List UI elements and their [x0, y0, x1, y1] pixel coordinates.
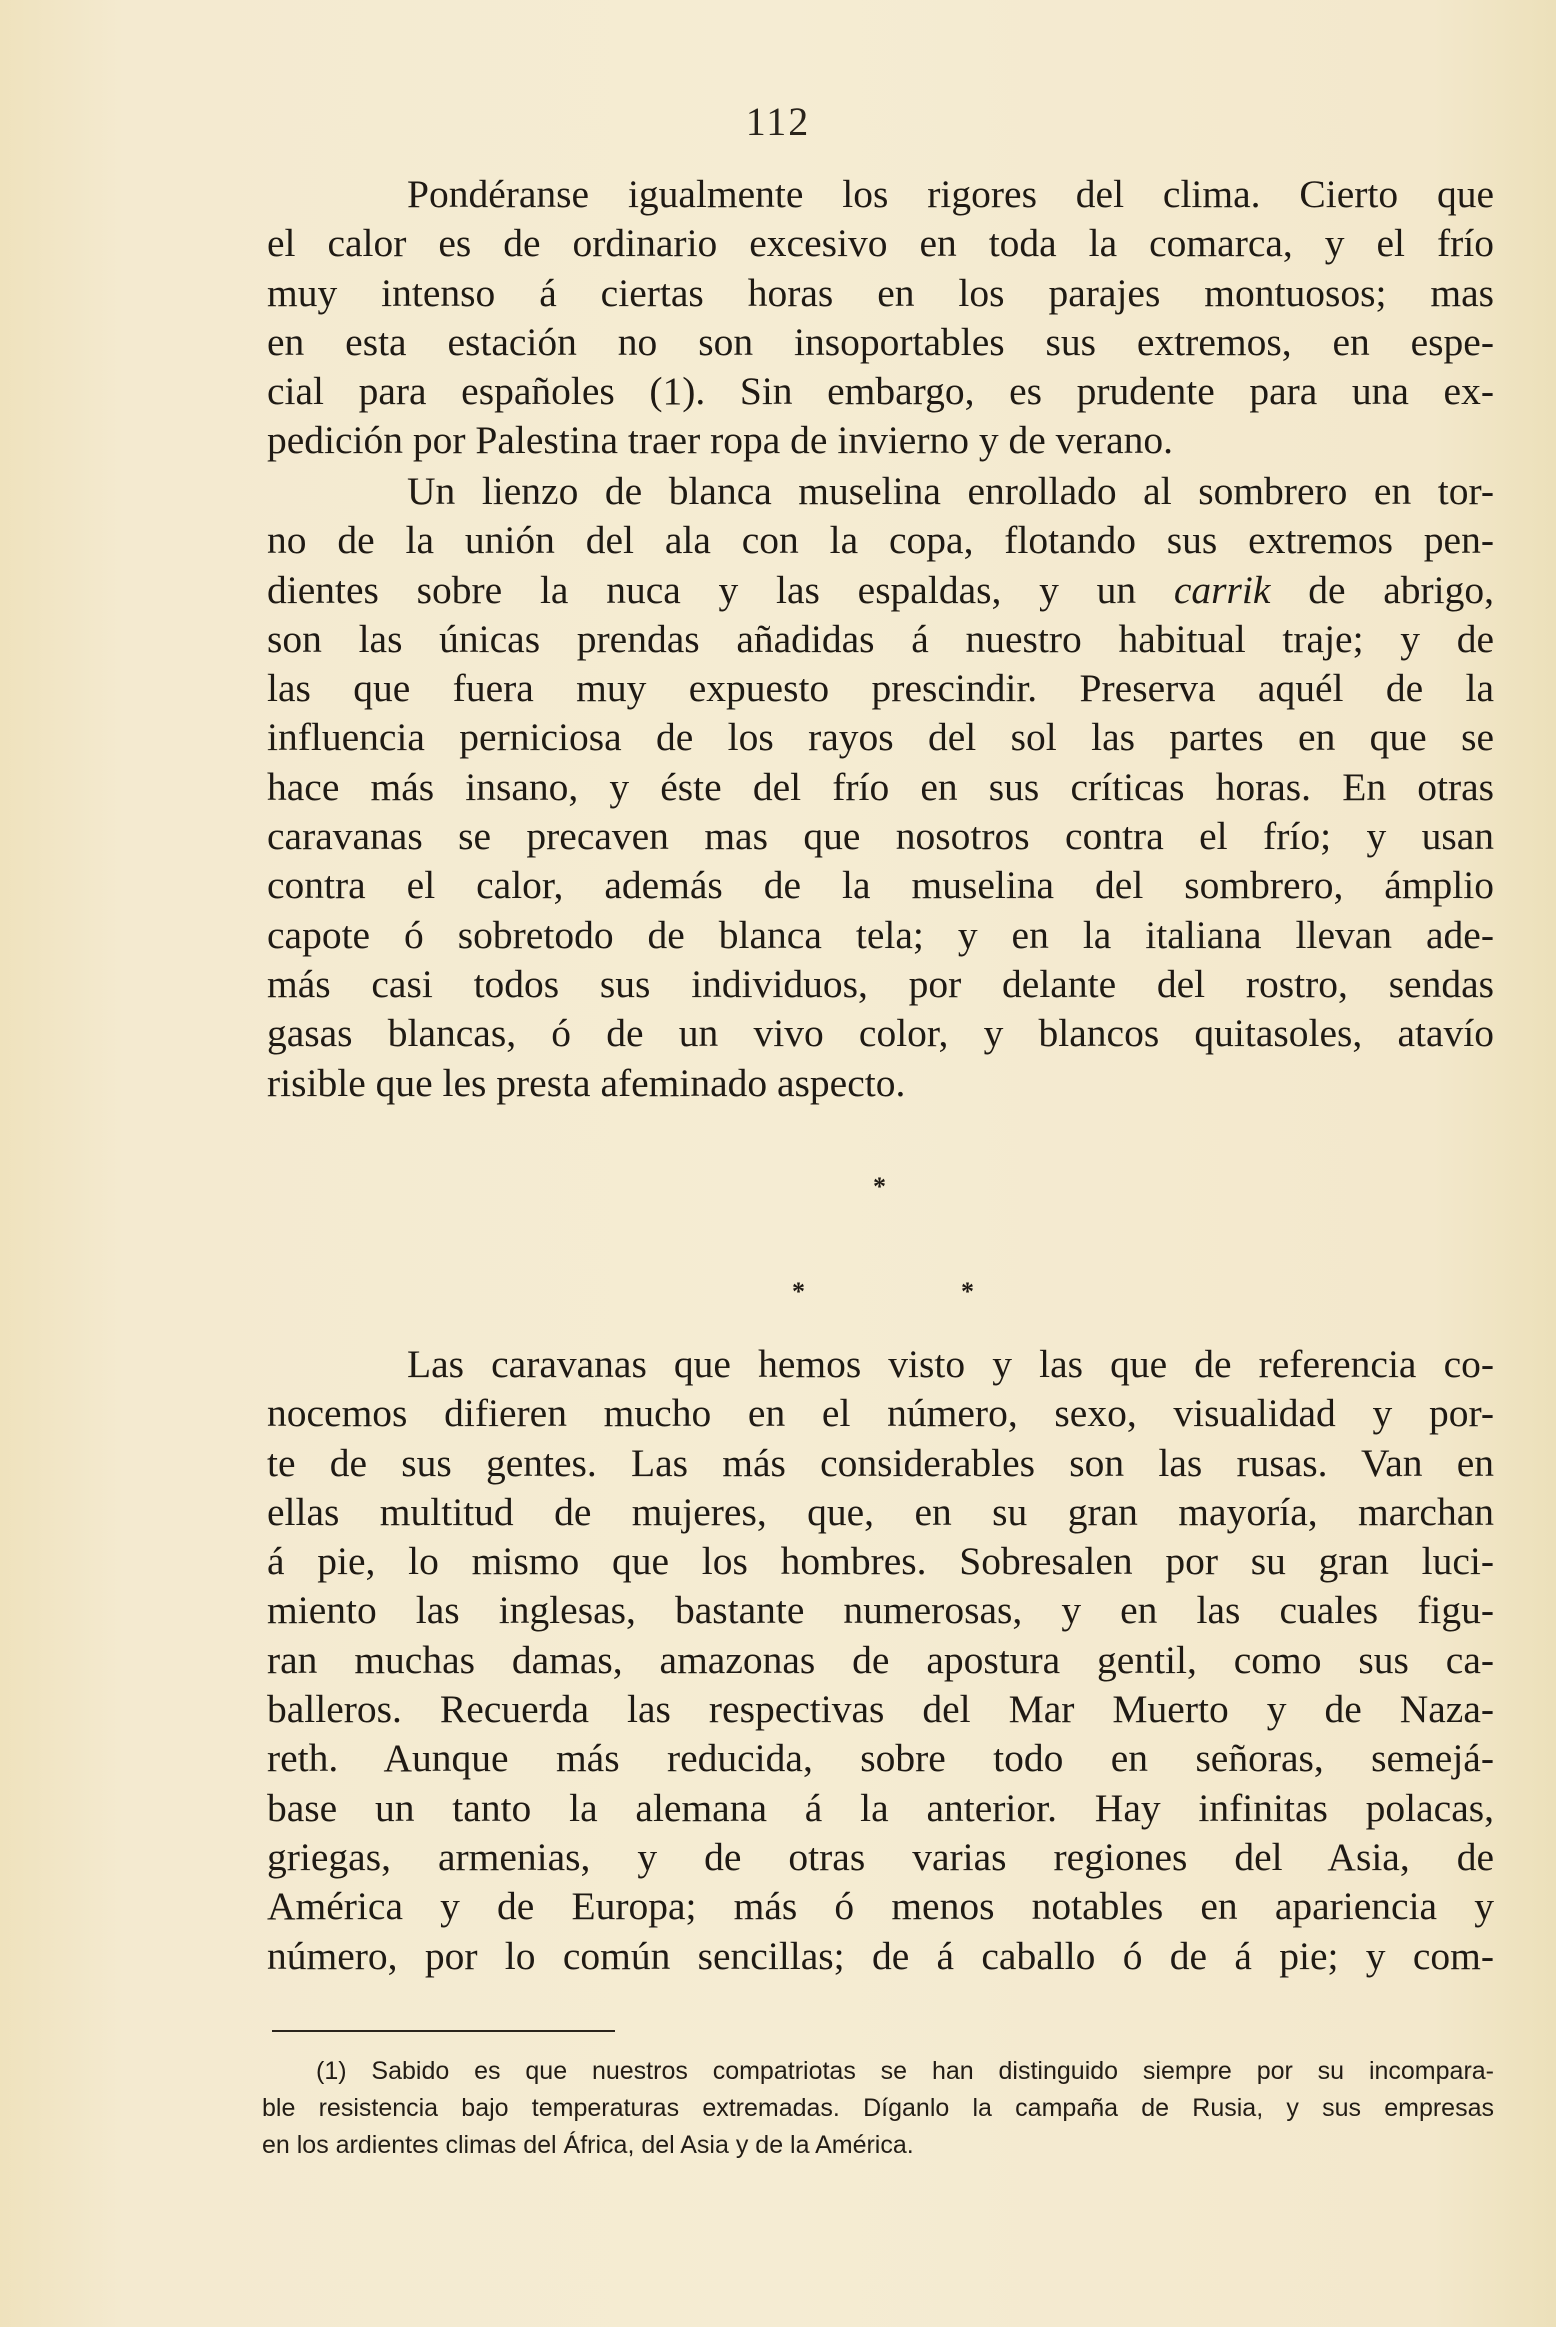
footnote-divider [272, 2030, 615, 2032]
footnote-line: en los ardientes climas del África, del Asia y de la América. [262, 2131, 914, 2159]
text-line: no de la unión del ala con la copa, flotando sus extremos pen- [267, 518, 1494, 563]
text-line: nocemos difieren mucho en el número, sexo, visualidad y por- [267, 1391, 1494, 1436]
text-line: Un lienzo de blanca muselina enrollado al sombrero en tor- [407, 469, 1494, 513]
paragraph-caravanas [267, 1340, 1494, 1981]
paragraph [267, 1340, 1494, 1981]
asterisk: * [961, 1277, 974, 1306]
text-line: contra el calor, además de la muselina del sombrero, ámplio [267, 863, 1494, 908]
text-line: risible que les presta afeminado aspecto. [267, 1060, 906, 1105]
text-line: á pie, lo mismo que los hombres. Sobresalen por su gran luci- [267, 1539, 1494, 1584]
text-fragment: dientes sobre la nuca y las espaldas, y un [267, 567, 1137, 612]
paragraph [267, 467, 1494, 1108]
text-line: cial para españoles (1). Sin embargo, es prudente para una ex- [267, 369, 1494, 414]
asterisk: * [873, 1172, 886, 1201]
asterisk: * [792, 1277, 805, 1306]
footnote-line: (1) Sabido es que nuestros compatriotas se han distinguido siempre por su incompara- [316, 2057, 1494, 2085]
text-line: base un tanto la alemana á la anterior. Hay infinitas polacas, [267, 1785, 1494, 1830]
text-fragment: de abrigo, [1308, 567, 1495, 612]
footnote [262, 2053, 1494, 2164]
text-line: ellas multitud de mujeres, que, en su gran mayoría, marchan [267, 1489, 1494, 1534]
text-line: son las únicas prendas añadidas á nuestro habitual traje; y de [267, 616, 1494, 661]
text-line: Las caravanas que hemos visto y las que de referencia co- [407, 1342, 1494, 1386]
page-number: 112 [745, 99, 811, 144]
text-line: capote ó sobretodo de blanca tela; y en la italiana llevan ade- [267, 912, 1494, 957]
paragraph [267, 170, 1494, 466]
text-line: influencia perniciosa de los rayos del sol las partes en que se [267, 715, 1494, 760]
text-line: caravanas se precaven mas que nosotros contra el frío; y usan [267, 814, 1494, 859]
text-line: muy intenso á ciertas horas en los parajes montuosos; mas [267, 270, 1494, 315]
text-line: Pondéranse igualmente los rigores del clima. Cierto que [407, 172, 1494, 216]
text-line: griegas, armenias, y de otras varias regiones del Asia, de [267, 1834, 1494, 1879]
paragraph-vestimenta [267, 467, 1494, 1108]
text-line: ran muchas damas, amazonas de apostura gentil, como sus ca- [267, 1637, 1494, 1682]
text-line: miento las inglesas, bastante numerosas, y en las cuales figu- [267, 1588, 1494, 1633]
text-line: más casi todos sus individuos, por delante del rostro, sendas [267, 961, 1494, 1006]
text-line: el calor es de ordinario excesivo en toda la comarca, y el frío [267, 221, 1494, 266]
footnote-line: ble resistencia bajo temperaturas extremadas. Díganlo la campaña de Rusia, y sus empresas [262, 2094, 1494, 2122]
text-line: las que fuera muy expuesto prescindir. Preserva aquél de la [267, 666, 1494, 711]
text-line: número, por lo común sencillas; de á caballo ó de á pie; y com- [267, 1933, 1494, 1978]
text-line: reth. Aunque más reducida, sobre todo en señoras, semejá- [267, 1736, 1494, 1781]
text-line: hace más insano, y éste del frío en sus críticas horas. En otras [267, 764, 1494, 809]
text-line: pedición por Palestina traer ropa de invierno y de verano. [267, 418, 1173, 463]
text-line: en esta estación no son insoportables sus extremos, en espe- [267, 319, 1494, 364]
text-line-with-italic [267, 566, 1494, 615]
text-line: América y de Europa; más ó menos notables en apariencia y [267, 1884, 1494, 1929]
text-line: te de sus gentes. Las más considerables son las rusas. Van en [267, 1440, 1494, 1485]
paragraph-clima [267, 170, 1494, 466]
text-line: balleros. Recuerda las respectivas del Mar Muerto y de Naza- [267, 1687, 1494, 1732]
italic-word: carrik [1173, 567, 1271, 612]
text-line: gasas blancas, ó de un vivo color, y blancos quitasoles, atavío [267, 1011, 1494, 1056]
